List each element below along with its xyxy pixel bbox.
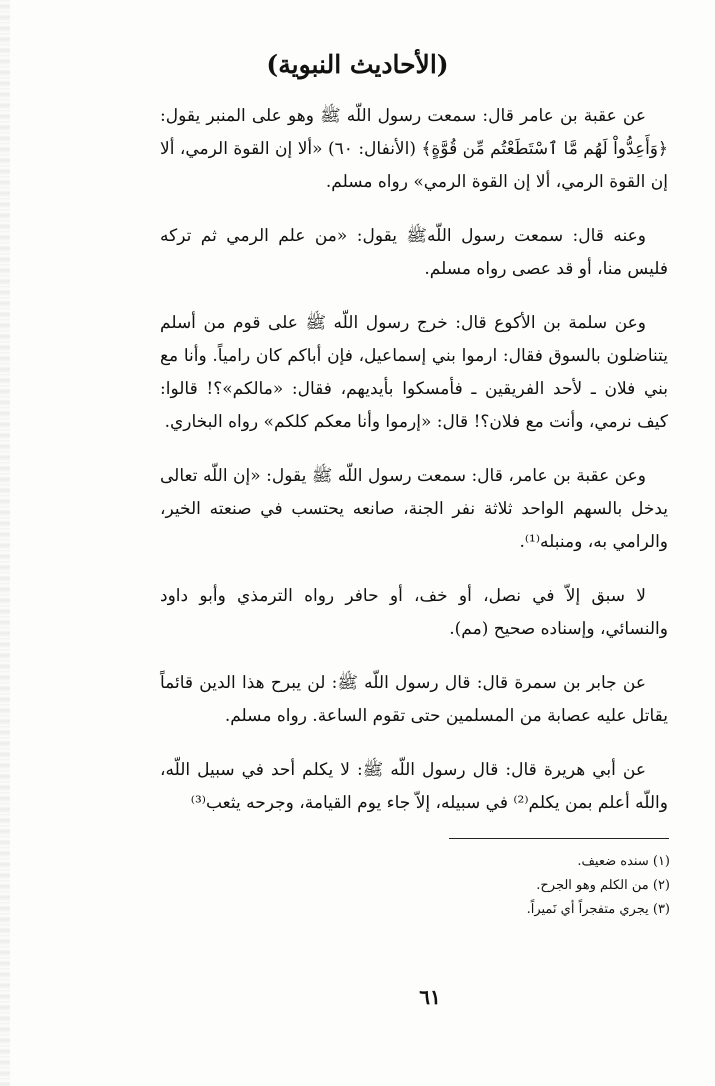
paragraph-5: لا سبق إلاّ في نصل، أو خف، أو حافر رواه الترمذي وأبو داود والنسائي، وإسناده صحيح (مم). [160,586,668,639]
paragraph-3: وعن سلمة بن الأكوع قال: خرج رسول اللّه ﷺ على قوم من أسلم يتناضلون بالسوق فقال: ارموا بني إسماعيل، فإن أباكم كان رامياً. وأنا مع بني فلان ـ لأحد الفريقين ـ فأمسكوا بأيديهم، فقال: «مالكم»؟! قالوا: كيف نرمي، وأنت مع فلان؟! قال: «إرموا وأنا معكم كلكم» رواه البخاري. [160,313,668,432]
paragraph-1: عن عقبة بن عامر قال: سمعت رسول اللّه ﷺ وهو على المنبر يقول: ﴿وَأَعِدُّواْ لَهُم مَّا ٱسْتَطَعْتُم مِّن قُوَّةٍ﴾ (الأنفال: ٦٠) «ألا إن القوة الرمي، ألا إن القوة الرمي، ألا إن القوة الرمي» رواه مسلم. [160,106,668,192]
page-title: (الأحاديث النبوية) [266,50,449,79]
paragraph-6: عن جابر بن سمرة قال: قال رسول اللّه ﷺ: لن يبرح هذا الدين قائماً يقاتل عليه عصابة من المسلمين حتى تقوم الساعة. رواه مسلم. [160,673,668,726]
paragraph-4: وعن عقبة بن عامر، قال: سمعت رسول اللّه ﷺ يقول: «إن اللّه تعالى يدخل بالسهم الواحد ثلاثة نفر الجنة، صانعه يحتسب في صنعته الخير، والرامي به، ومنبله⁽¹⁾. [160,466,668,552]
paragraph-7: عن أبي هريرة قال: قال رسول اللّه ﷺ: لا يكلم أحد في سبيل اللّه، واللّه أعلم بمن يكلم⁽²⁾ في سبيله، إلاّ جاء يوم القيامة، وجرحه يثعب⁽³⁾ [160,760,668,813]
footnotes [360,850,670,922]
footnote-3: (٣) يجري متفجراً أي نَميراً. [526,902,670,917]
footnote-divider [449,838,669,839]
page-edge-scan-noise [0,0,10,1086]
footnote-1: (١) سنده ضعيف. [577,854,670,869]
page-number: ٦١ [419,985,441,1009]
main-text [160,100,668,841]
footnote-2: (٢) من الكلم وهو الجرح. [536,878,670,893]
paragraph-2: وعنه قال: سمعت رسول اللّهﷺ يقول: «من علم الرمي ثم تركه فليس منا، أو قد عصى رواه مسلم. [160,226,668,279]
